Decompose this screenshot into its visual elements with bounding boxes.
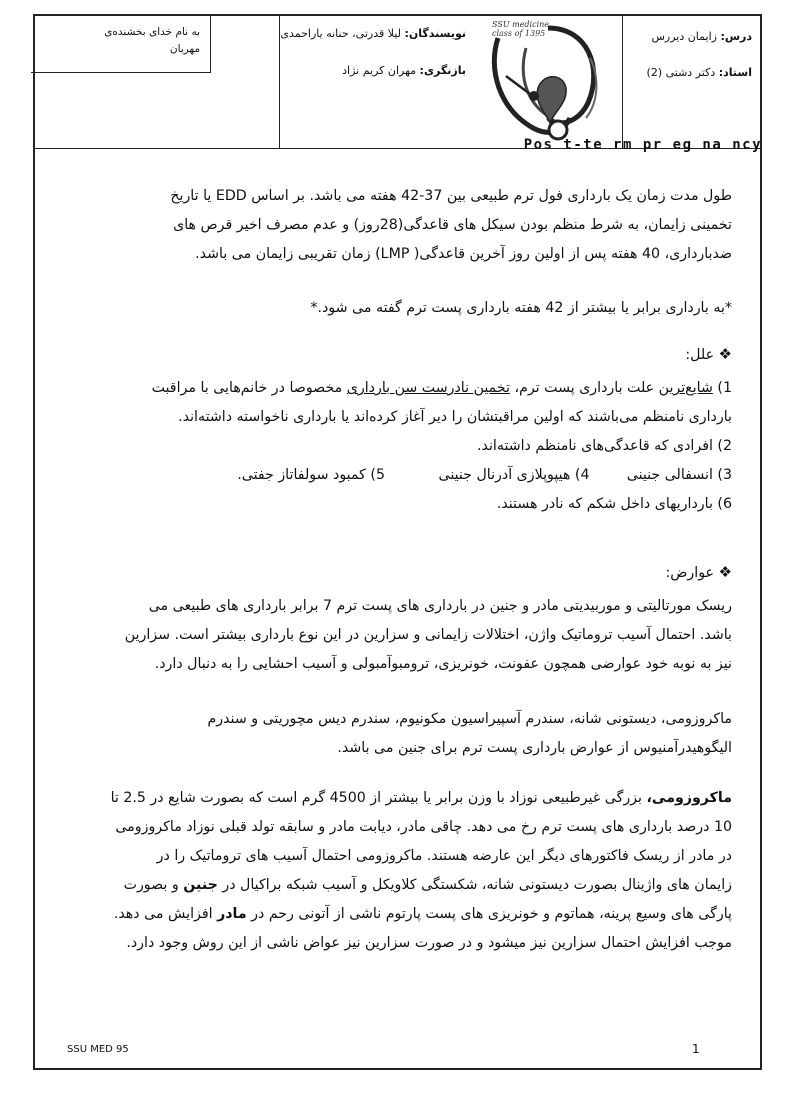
page-number: 1 [692, 1042, 700, 1056]
editor-line [342, 64, 466, 77]
cause-item-4: 4) هیپوپلازی آدرنال جنینی [438, 467, 590, 483]
diamond-bullet-icon: ❖ [718, 563, 732, 581]
macrosomia-term: ماکروزومی، [646, 790, 732, 806]
macrosomia-line-1: ماکروزومی، بزرگی غیرطبیعی نوزاد با وزن برابر یا بیشتر از 4500 گرم است که بصورت شایع در 2.5 تا [110, 790, 732, 806]
cause-item-2: 2) افرادی که قاعدگی‌های نامنظم داشته‌اند. [476, 438, 732, 454]
complications-heading: عوارض: [665, 565, 715, 581]
intro-line: ضدبارداری، 40 هفته پس از اولین روز آخرین قاعدگی( LMP) زمان تقریبی زایمان می باشد. [195, 246, 732, 262]
complications-paragraph-1: ریسک مورتالیتی و موربیدیتی مادر و جنین در بارداری های پست ترم 7 برابر بارداری های طبیعی می باشد. احتمال آسیب تروماتیک واژن، اختلالات زایمانی و سزارین در این نوع بارداری بیشتر است. سزارین نیز به نوبه خود عوارضی همچون عفونت، خونریزی، ترومبوآمبولی و آسیب احشایی را به دنبال دارد. [124, 598, 732, 672]
authors-label: نویسندگان: [404, 27, 466, 40]
teacher-line [647, 66, 752, 79]
course-value: زایمان دیررس [651, 30, 717, 43]
causes-heading-row [68, 340, 732, 370]
cause-items-3-5 [68, 461, 732, 490]
authors-value: لیلا قدرتی، حنانه یاراحمدی [280, 27, 401, 40]
logo-cell [474, 16, 622, 148]
definition-note: *به بارداری برابر یا بیشتر از 42 هفته بارداری پست ترم گفته می شود.* [310, 300, 732, 316]
page-title: Pos t-te rm pr eg na ncy [523, 137, 762, 153]
complications-heading-row [68, 558, 732, 588]
page-header [35, 16, 760, 149]
authors-line [280, 27, 466, 40]
teacher-value: دکتر دشتی (2) [646, 66, 716, 79]
causes-list [68, 374, 732, 519]
diamond-bullet-icon: ❖ [718, 345, 732, 363]
macrosomia-paragraph: ماکروزومی، بزرگی غیرطبیعی نوزاد با وزن برابر یا بیشتر از 4500 گرم است که بصورت شایع در 2.5 تا 10 درصد بارداری های پست ترم رخ می دهد. چاقی مادر، دیابت مادر و سابقه تولد قبلی نوزاد ماکروزومی در مادر از ریسک فاکتورهای دیگر این عارضه هستند. ماکروزومی احتمال آسیب های تروماتیک را در زایمان های واژینال بصورت دیستونی شانه، شکستگی کلاویکل و آسیب شبکه براکیال در جنین و بصورت پارگی های وسیع پرینه، هماتوم و خونریزی های پست پارتوم ناشی از آتونی رحم در مادر افزایش می دهد. موجب افزایش احتمال سزارین نیز میشود و در صورت سزارین نیز عواض ناشی از این روش وجود دارد. [68, 784, 732, 958]
footer-course-code: SSU MED 95 [67, 1044, 129, 1055]
stethoscope-logo [478, 18, 618, 146]
complications-paragraph-2: ماکروزومی، دیستونی شانه، سندرم آسپیراسیون مکونیوم، سندرم دیس مچوریتی و سندرم الیگوهیدرآمنیوس از عوارض بارداری پست ترم برای جنین می باشد. [207, 711, 732, 756]
cause-item-3: 3) انسفالی جنینی [626, 467, 732, 483]
cause-item-1: 1) شایع‌ترین علت بارداری پست ترم، تخمین نادرست سن بارداری مخصوصا در خانم‌هایی با مراقبت [151, 380, 732, 396]
cause-item-1-cont: بارداری نامنظم می‌باشند که اولین مراقبتشان را دیر آغاز کرده‌اند یا بارداری ناخواسته داشته‌اند. [178, 409, 732, 425]
causes-heading: علل: [685, 347, 715, 363]
authors-cell [279, 16, 474, 148]
intro-line: طول مدت زمان یک بارداری فول ترم طبیعی بین 37-42 هفته می باشد. بر اساس EDD یا تاریخ [170, 188, 732, 204]
editor-value: مهران کریم نژاد [342, 64, 417, 77]
blank-cell [31, 16, 279, 148]
course-label: درس: [720, 30, 752, 43]
course-line [651, 30, 752, 43]
logo-caption: SSU medicine class of 1395 [492, 20, 550, 38]
cause-item-5: 5) کمبود سولفاتاز جفتی. [237, 467, 385, 483]
cause-item-6: 6) بارداریهای داخل شکم که نادر هستند. [496, 496, 732, 512]
bismillah-text: به نام خدای بخشنده‌ی مهربان [104, 26, 200, 55]
teacher-label: استاد: [718, 66, 752, 79]
intro-paragraph [68, 182, 732, 269]
course-cell [622, 16, 760, 148]
editor-label: بازنگری: [419, 64, 466, 77]
intro-line: تخمینی زایمان، به شرط منظم بودن سیکل های قاعدگی(28روز) و عدم مصرف اخیر قرص های [173, 217, 732, 233]
bismillah-box [31, 16, 211, 73]
